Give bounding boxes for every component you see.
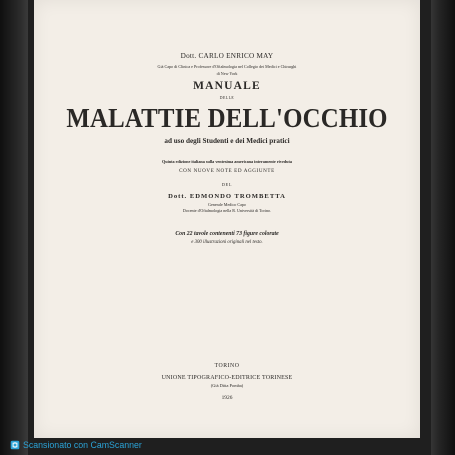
- book-title-delle: DELLE: [219, 96, 235, 100]
- editor-role-line-2: Docente d'Oftalmologia nella R. Università di Torino.: [182, 208, 272, 213]
- publication-year: 1926: [221, 395, 233, 401]
- publisher-name: UNIONE TIPOGRAFICO-EDITRICE TORINESE: [161, 375, 293, 381]
- book-title-main: MALATTIE DELL'OCCHIO: [66, 103, 388, 133]
- author-credentials-line-2: di New York: [216, 71, 238, 76]
- publication-city: TORINO: [214, 363, 240, 369]
- watermark-text: Scansionato con CamScanner: [23, 440, 142, 450]
- illustrations-note-line-2: e 300 illustrazioni originali nel testo.: [191, 240, 263, 245]
- edition-note-line-2: CON NUOVE NOTE ED AGGIUNTE: [179, 168, 275, 174]
- editor-role-line-1: Generale Medico Capo: [208, 202, 246, 207]
- author-name: Dott. CARLO ENRICO MAY: [180, 52, 274, 60]
- illustrations-note-line-1: Con 22 tavole contenenti 73 figure colorate: [175, 231, 279, 237]
- edition-note-line-1: Quinta edizione italiana sulla ventesima americana interamente riveduta: [162, 159, 292, 164]
- camscanner-watermark: [10, 438, 210, 452]
- edition-note-line-3: DEL: [221, 182, 233, 187]
- title-page: [34, 0, 420, 438]
- publisher-note: (Già Ditta Pomba): [210, 383, 244, 388]
- book-subtitle: ad uso degli Studenti e dei Medici pratici: [164, 137, 290, 145]
- scan-left-edge: [0, 0, 28, 455]
- camscanner-icon: [10, 440, 20, 450]
- book-title-manuale: MANUALE: [193, 80, 261, 92]
- scan-right-edge: [431, 0, 455, 455]
- editor-name: Dott. EDMONDO TROMBETTA: [168, 193, 286, 200]
- author-credentials-line-1: Già Capo di Clinica e Professore d'Oftalmologia nel Collegio dei Medici e Chirurghi: [157, 64, 297, 69]
